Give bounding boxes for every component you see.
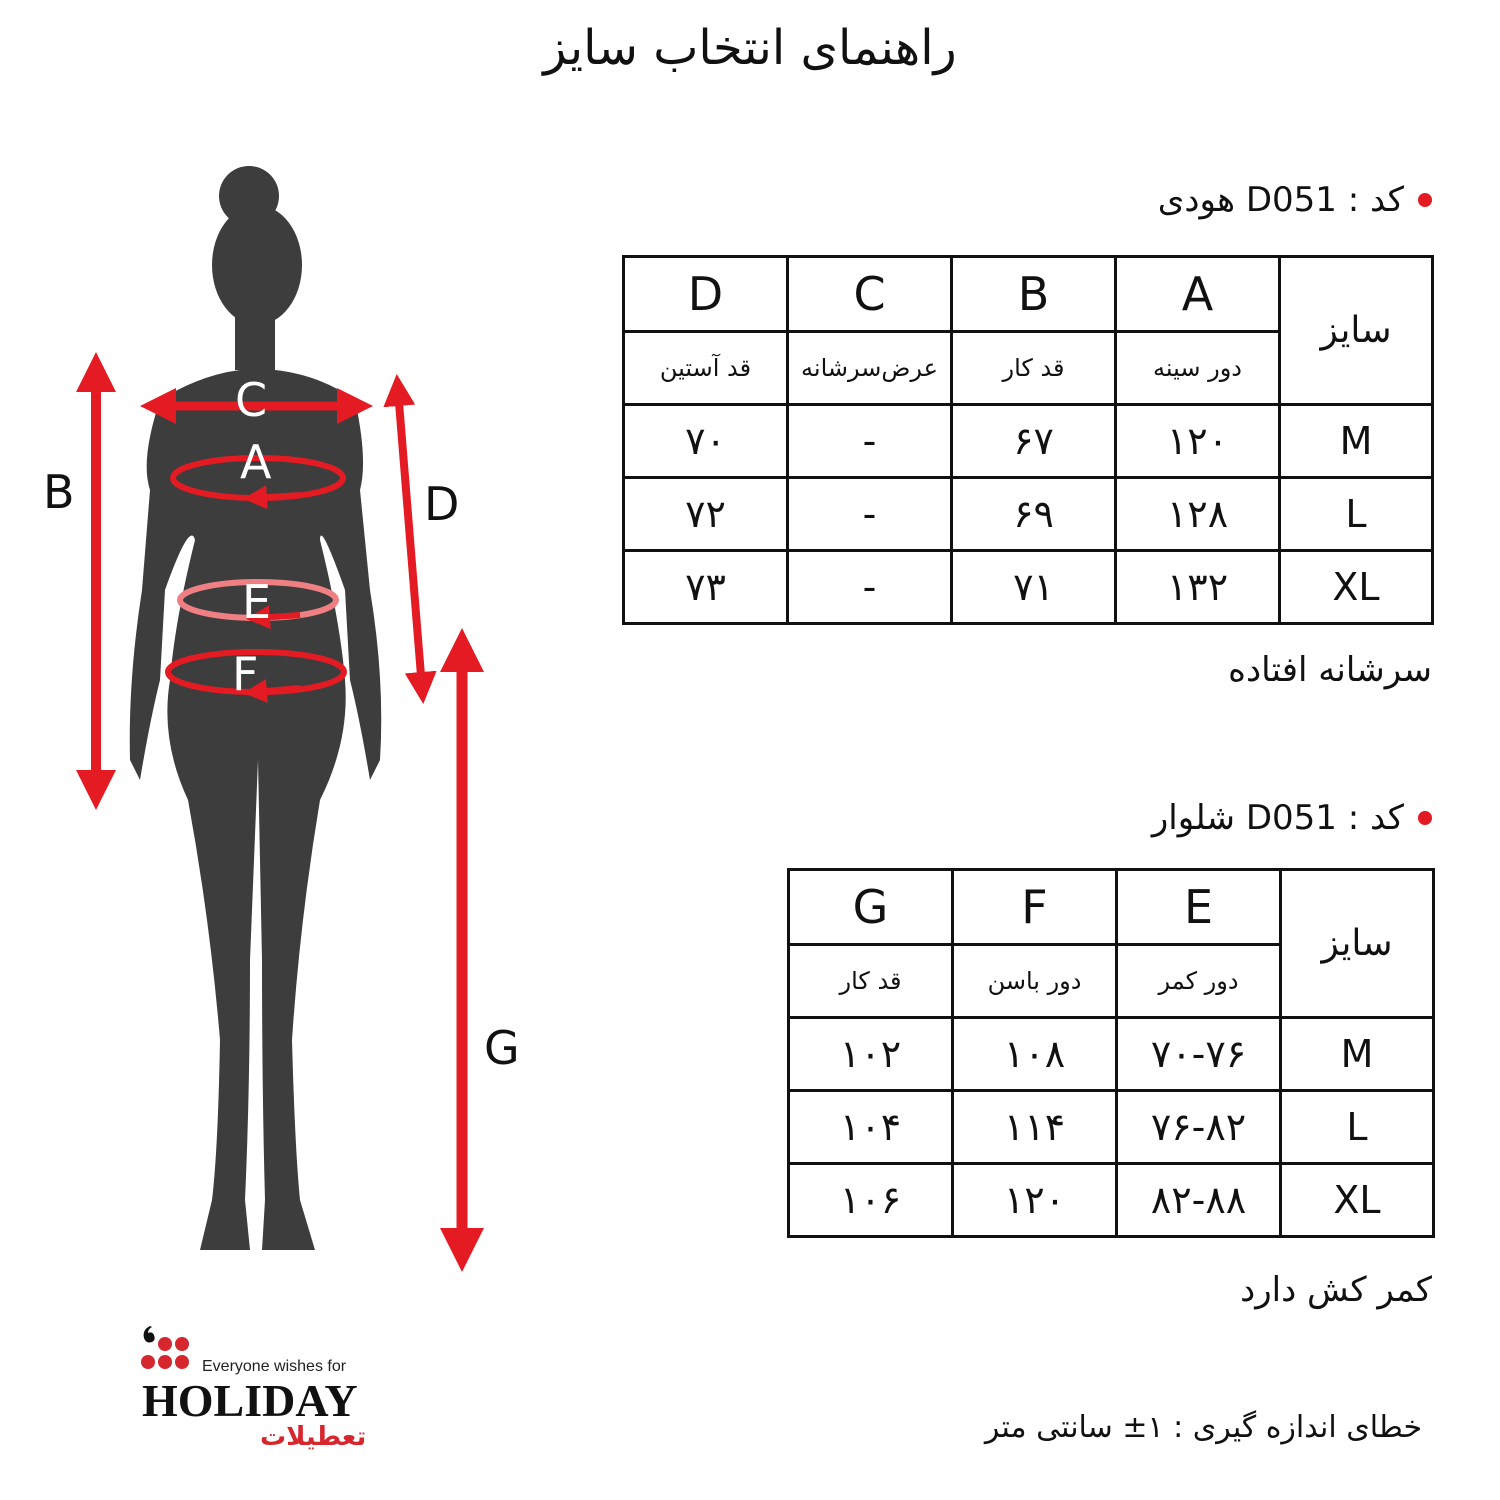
table-cell: ۷۰ [624,405,788,478]
table-cell: ۱۲۰ [1116,405,1280,478]
column-label: قد آستین [624,332,788,405]
hoodie-size-table [622,255,1434,625]
measurement-tolerance: خطای اندازه گیری : ۱± سانتی متر [984,1410,1422,1445]
label-a: A [240,435,272,489]
column-label: عرض‌سرشانه [788,332,952,405]
table-cell: ۶۷ [952,405,1116,478]
column-label: قد کار [952,332,1116,405]
table-cell: - [788,478,952,551]
label-e: E [242,575,272,629]
table-row [624,478,1433,551]
column-letter: C [788,257,952,332]
table-cell: - [788,551,952,624]
table-cell: ۷۰-۷۶ [1117,1018,1281,1091]
column-letter: D [624,257,788,332]
table-cell: ۱۲۸ [1116,478,1280,551]
hoodie-note: سرشانه افتاده [1228,650,1432,690]
column-letter: B [952,257,1116,332]
size-cell: XL [1280,551,1433,624]
logo-tagline: Everyone wishes for [202,1358,347,1375]
size-cell: M [1280,405,1433,478]
label-g: G [484,1021,520,1075]
page-title: راهنمای انتخاب سایز [543,20,957,76]
label-c: C [235,373,268,427]
logo-wordmark: HOLIDAY [142,1375,358,1426]
column-letter: F [953,870,1117,945]
pants-size-table [787,868,1435,1238]
table-row [789,1164,1434,1237]
size-header: سایز [1281,870,1434,1018]
table-cell: ۱۲۰ [953,1164,1117,1237]
logo-persian-wordmark: تعطیلات [260,1422,367,1452]
column-letter: A [1116,257,1280,332]
table-cell: ۷۶-۸۲ [1117,1091,1281,1164]
bullet-dot-icon [1418,811,1432,825]
table-row [789,1091,1434,1164]
table-cell: ۸۲-۸۸ [1117,1164,1281,1237]
size-cell: XL [1281,1164,1434,1237]
column-label: دور کمر [1117,945,1281,1018]
table-cell: ۱۰۸ [953,1018,1117,1091]
table-cell: ۱۳۲ [1116,551,1280,624]
label-d: D [424,477,460,531]
table-row [789,870,1434,945]
table-cell: ۱۰۴ [789,1091,953,1164]
logo-dots-icon [140,1322,202,1372]
table-cell: ۷۲ [624,478,788,551]
table-row [624,405,1433,478]
column-label: قد کار [789,945,953,1018]
table-cell: - [788,405,952,478]
table-cell: ۷۱ [952,551,1116,624]
pants-heading [1152,798,1432,838]
table-cell: ۱۰۲ [789,1018,953,1091]
label-b: B [43,465,75,519]
column-label: دور سینه [1116,332,1280,405]
pants-note: کمر کش دارد [1240,1270,1432,1310]
size-header: سایز [1280,257,1433,405]
pants-heading-text: کد : D051 شلوار [1151,798,1404,838]
table-row [624,551,1433,624]
column-letter: G [789,870,953,945]
size-cell: L [1281,1091,1434,1164]
bullet-dot-icon [1418,193,1432,207]
column-letter: E [1117,870,1281,945]
hoodie-heading-text: کد : D051 هودی [1157,180,1404,220]
size-cell: L [1280,478,1433,551]
table-cell: ۱۱۴ [953,1091,1117,1164]
body-measurement-figure [0,160,560,1280]
table-row [789,1018,1434,1091]
table-row [624,257,1433,332]
column-label: دور باسن [953,945,1117,1018]
label-f: F [232,647,259,701]
body-silhouette [130,166,382,1250]
holiday-logo [140,1322,400,1462]
size-cell: M [1281,1018,1434,1091]
table-cell: ۶۹ [952,478,1116,551]
table-cell: ۷۳ [624,551,788,624]
hoodie-heading [1158,180,1432,220]
table-cell: ۱۰۶ [789,1164,953,1237]
